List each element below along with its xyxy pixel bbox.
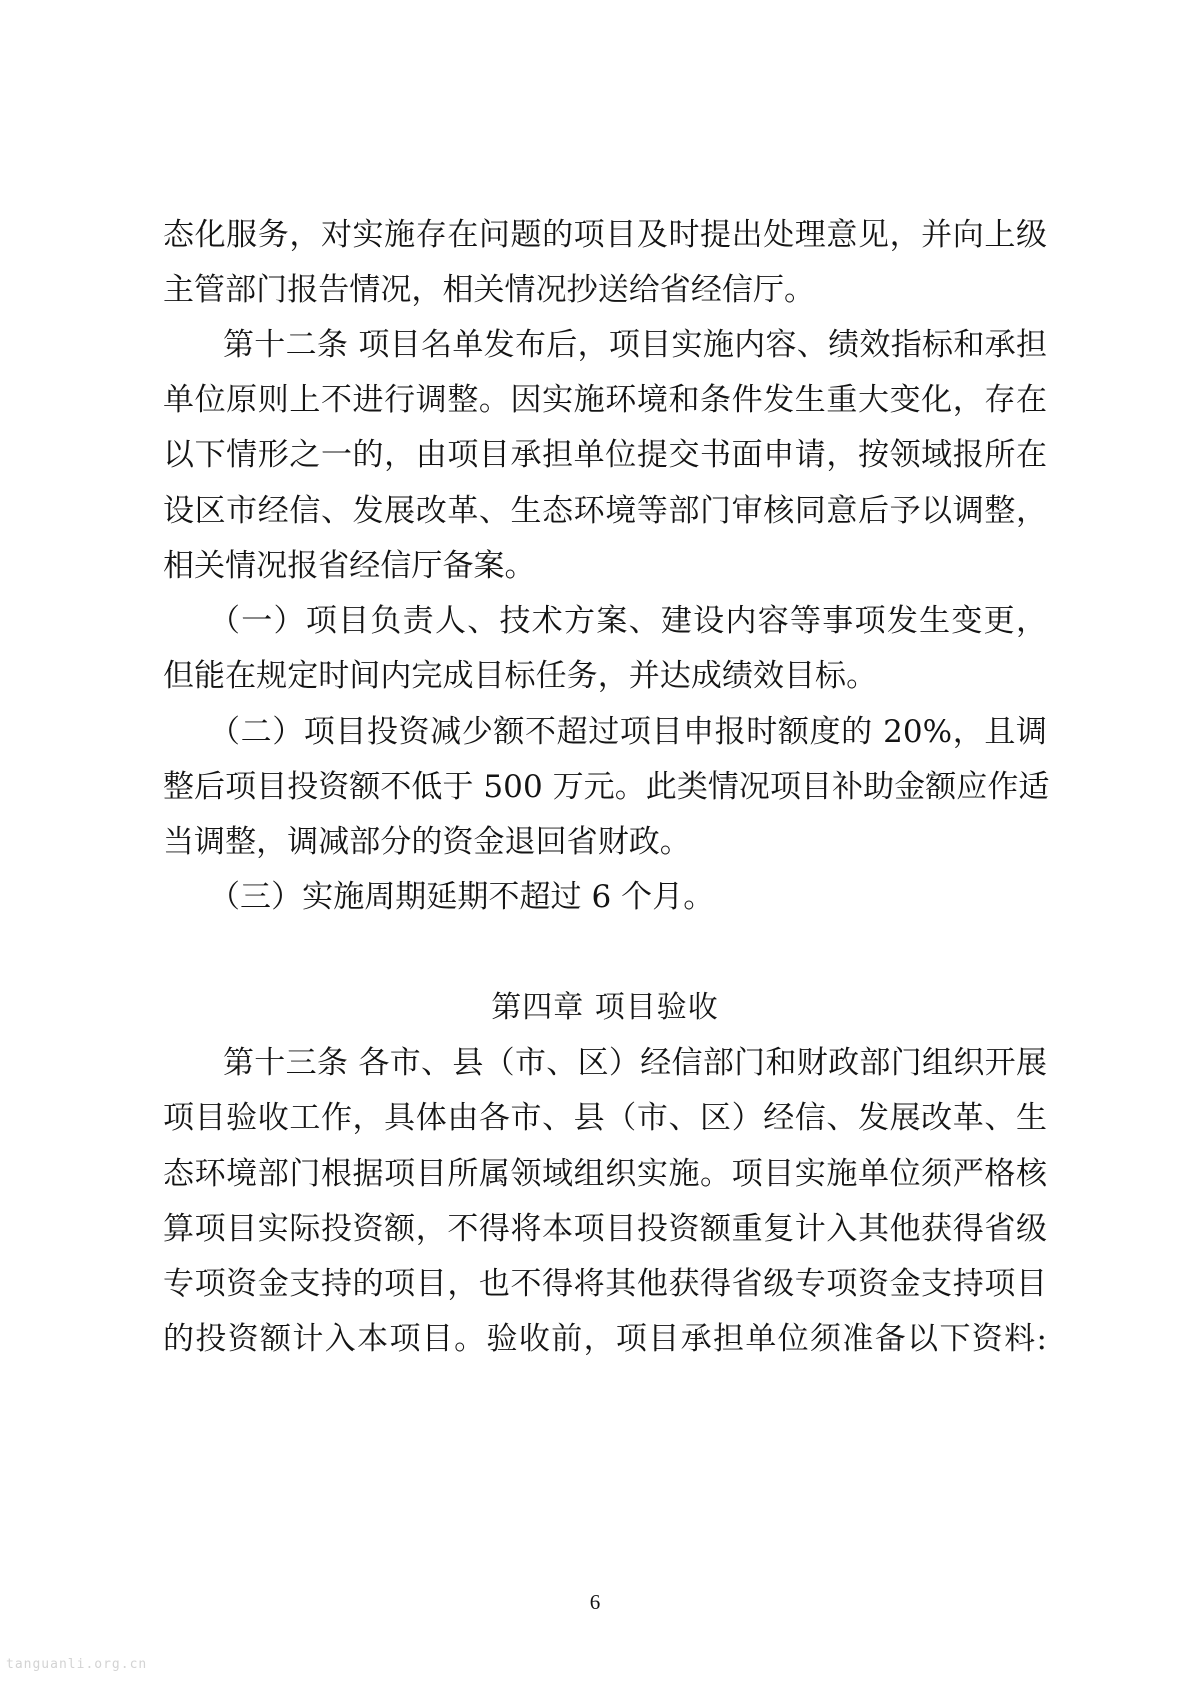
article-12-line: 第十二条 项目名单发布后，项目实施内容、绩效指标和承担 [223,327,1047,363]
chapter-heading: 第四章 项目验收 [491,990,719,1025]
body-line: 态环境部门根据项目所属领域组织实施。项目实施单位须严格核 [163,1156,1047,1192]
body-line: 的投资额计入本项目。验收前，项目承担单位须准备以下资料: [163,1321,1047,1357]
body-line: 项目验收工作，具体由各市、县（市、区）经信、发展改革、生 [163,1100,1047,1136]
body-line: 设区市经信、发展改革、生态环境等部门审核同意后予以调整， [163,493,1047,529]
body-line: 专项资金支持的项目，也不得将其他获得省级专项资金支持项目 [163,1266,1047,1302]
body-line: 当调整，调减部分的资金退回省财政。 [163,824,691,860]
body-line: 算项目实际投资额，不得将本项目投资额重复计入其他获得省级 [163,1211,1047,1247]
item-3-line: （三）实施周期延期不超过 6 个月。 [209,879,715,915]
item-2-line: （二）项目投资减少额不超过项目申报时额度的 20%，且调 [209,714,1047,750]
page-number: 6 [589,1590,601,1614]
body-line: 主管部门报告情况，相关情况抄送给省经信厅。 [163,272,816,308]
article-13-line: 第十三条 各市、县（市、区）经信部门和财政部门组织开展 [223,1045,1047,1081]
body-line: 但能在规定时间内完成目标任务，并达成绩效目标。 [163,658,878,694]
body-line: 单位原则上不进行调整。因实施环境和条件发生重大变化，存在 [163,382,1047,418]
body-line: 相关情况报省经信厅备案。 [163,548,536,584]
body-line: 以下情形之一的，由项目承担单位提交书面申请，按领域报所在 [163,437,1047,473]
body-line: 整后项目投资额不低于 500 万元。此类情况项目补助金额应作适 [163,769,1050,805]
watermark: tanguanli.org.cn [6,1657,148,1672]
body-line: 态化服务，对实施存在问题的项目及时提出处理意见，并向上级 [163,217,1047,253]
item-1-line: （一）项目负责人、技术方案、建设内容等事项发生变更， [209,603,1047,639]
